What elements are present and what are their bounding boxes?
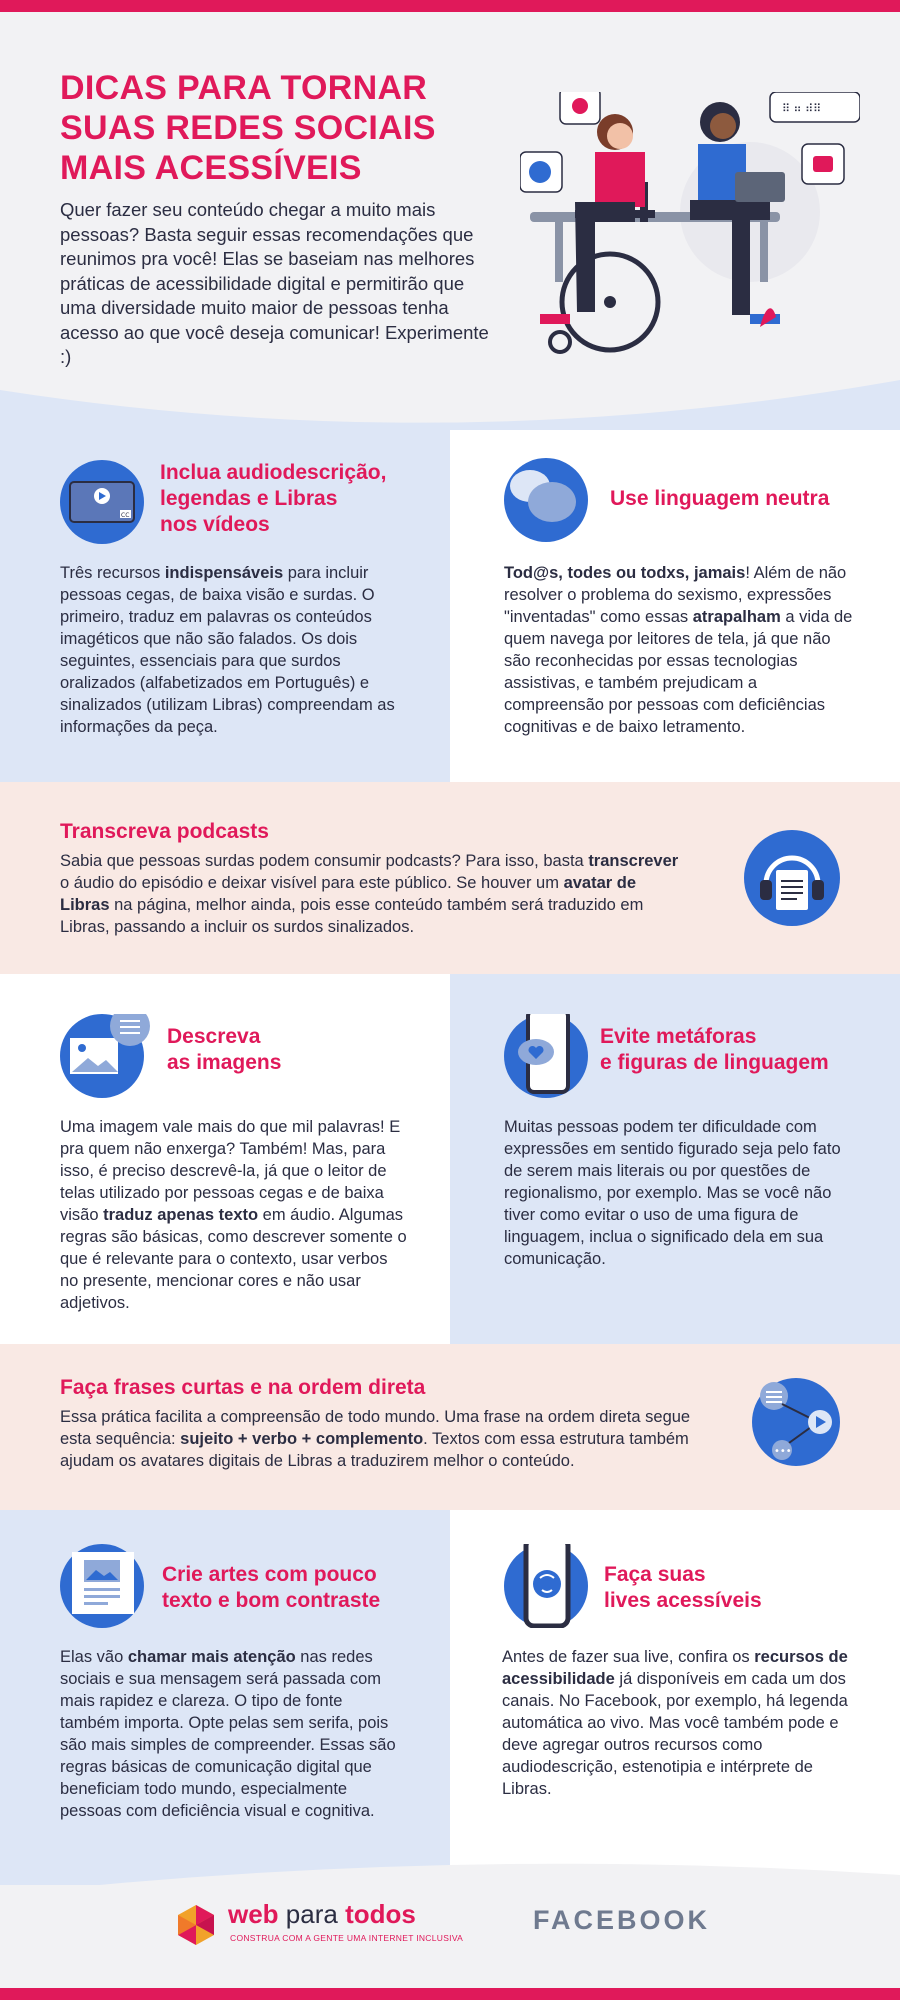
tip-audio-section — [0, 430, 450, 782]
logo-tagline: CONSTRUA COM A GENTE UMA INTERNET INCLUSIVA — [230, 1933, 464, 1943]
text: para incluir pessoas cegas, de baixa visão e surdas. O primeiro, traduz em palavras os conteúdos imagéticos que não são falados. Os dois seguintes, essenciais para que surdos oralizados (alfabetizados em Português) e sinalizados (utilizam Libras) compreendam as informações da peça. — [60, 564, 395, 736]
text-bold: traduz apenas texto — [103, 1206, 259, 1224]
svg-text:CC: CC — [121, 512, 130, 519]
tip-art-section — [0, 1510, 450, 1885]
logo-word: para — [278, 1899, 346, 1929]
top-accent-bar — [0, 0, 900, 12]
phone-heart-icon — [504, 1014, 588, 1098]
text: Uma imagem vale mais do que mil palavras! E pra quem não enxerga? Também! Mas, para isso, é preciso descrevê-la, já que o leitor de telas utilizado por pessoas cegas e de baixa visão — [60, 1118, 401, 1224]
tip-title-line: Crie artes com pouco — [162, 1563, 377, 1586]
bottom-accent-bar — [0, 1988, 900, 2000]
tip-title-line: Descreva — [167, 1025, 261, 1048]
text: o áudio do episódio e deixar visível para este público. Se houver um — [60, 874, 564, 892]
tip-short-section — [0, 1344, 900, 1510]
tip-title: Transcreva podcasts — [60, 820, 269, 843]
tip-neutral-section — [450, 430, 900, 782]
text-bold: atrapalham — [692, 608, 781, 626]
tip-title — [604, 1562, 762, 1614]
text-bold: recursos de acessibilidade — [502, 1648, 848, 1688]
tip-metaphor-section — [450, 974, 900, 1344]
text: ! Além de não resolver o problema do sexismo, expressões "inventadas" como essas — [504, 564, 847, 626]
text-bold: Tod@s, todes ou todxs, jamais — [504, 564, 746, 582]
text: Três recursos — [60, 564, 165, 582]
web-para-todos-logo[interactable] — [228, 1899, 416, 1930]
text: . Textos com essa estrutura também ajudam os avatares digitais de Libras a traduzirem melhor o conteúdo. — [60, 1430, 689, 1470]
podcast-headphones-icon — [744, 830, 840, 926]
tip-body — [502, 1646, 848, 1800]
video-icon — [60, 460, 144, 544]
title-line: SUAS REDES SOCIAIS — [60, 109, 436, 147]
tip-body: Muitas pessoas podem ter dificuldade com expressões em sentido figurado seja pelo fato de serem mais literais ou por questões de regionalismo, por exemplo. Mas se você não tiver como evitar o uso de uma figura de linguagem, inclua o significado dela em sua comunicação. — [504, 1118, 841, 1268]
tip-lives-section — [450, 1510, 900, 1885]
text: Antes de fazer sua live, confira os — [502, 1648, 755, 1666]
title-line: DICAS PARA TORNAR — [60, 69, 428, 107]
tip-body — [60, 562, 400, 738]
tip-title-line: Faça suas — [604, 1563, 706, 1586]
tip-title — [600, 1024, 829, 1076]
tip-title-line: as imagens — [167, 1051, 282, 1074]
text: na página, melhor ainda, pois esse conteúdo também será traduzido em Libras, passando a incluir os surdos sinalizados. — [60, 896, 644, 936]
text: a vida de quem navega por leitores de tela, já que não são reconhecidas por essas tecnologias assistivas, e também prejudicam a compreensão por pessoas com deficiências cognitivas e de baixo letramento. — [504, 608, 853, 736]
intro-text: Quer fazer seu conteúdo chegar a muito mais pessoas? Basta seguir essas recomendações que reunimos pra você! Elas se baseiam nas melhores práticas de acessibilidade digital e permitirão que uma diversidade muito maior de pessoas tenha acesso ao que você deseja comunicar! Experimente :) — [60, 199, 489, 367]
tip-title-line: Inclua audiodescrição, — [160, 461, 387, 484]
people-illustration — [520, 92, 860, 362]
tip-body — [60, 1116, 410, 1314]
text-bold: chamar mais atenção — [127, 1648, 296, 1666]
tip-title — [167, 1024, 281, 1076]
tip-title-line: texto e bom contraste — [162, 1589, 381, 1612]
text-bold: avatar de Libras — [60, 874, 637, 914]
svg-text:⠿ ⠶ ⠾⠿: ⠿ ⠶ ⠾⠿ — [782, 102, 822, 115]
tip-body — [504, 562, 854, 738]
tip-title-line: Evite metáforas — [600, 1025, 757, 1048]
tip-podcast-section — [0, 782, 900, 974]
tip-title-line: nos vídeos — [160, 513, 270, 536]
web-para-todos-logo-icon — [174, 1903, 218, 1947]
tip-title-line: e figuras de linguagem — [600, 1051, 829, 1074]
tip-body — [60, 850, 690, 938]
page-title — [60, 68, 480, 188]
tip-title-line: lives acessíveis — [604, 1589, 762, 1612]
text: nas redes sociais e sua mensagem será passada com mais rapidez e clareza. O tipo de fonte também importa. Opte pelas sem serifa, pois são mais simples de compreender. Essas são regras básicas de comunicação digital que beneficiam todo mundo, especialmente pessoas com deficiência visual e cognitiva. — [60, 1648, 396, 1820]
tip-body — [60, 1646, 406, 1822]
tip-title: Use linguagem neutra — [610, 487, 830, 510]
phone-libras-icon — [504, 1544, 588, 1628]
tip-title — [160, 460, 386, 538]
tip-body — [60, 1406, 700, 1472]
tip-describe-section — [0, 974, 450, 1344]
tip-title — [162, 1562, 380, 1614]
text: já disponíveis em cada um dos canais. No Facebook, por exemplo, há legenda automática ao vivo. Mas você também pode e deve agregar outros recursos como audiodescrição, estenotipia e intérprete de Libras. — [502, 1670, 848, 1798]
logo-word: todos — [345, 1899, 416, 1929]
text: Essa prática facilita a compreensão de todo mundo. Uma frase na ordem direta segue esta sequência: — [60, 1408, 691, 1448]
tip-title-line: legendas e Libras — [160, 487, 338, 510]
text-bold: indispensáveis — [164, 564, 284, 582]
text-bold: sujeito + verbo + complemento — [180, 1430, 424, 1448]
text-bold: transcrever — [588, 852, 679, 870]
svg-text:•••: ••• — [774, 1446, 792, 1457]
speech-bubbles-icon — [504, 458, 588, 542]
tip-title: Faça frases curtas e na ordem direta — [60, 1376, 426, 1399]
title-line-bold: MAIS ACESSÍVEIS — [60, 149, 362, 187]
header — [0, 12, 900, 432]
text: Sabia que pessoas surdas podem consumir podcasts? Para isso, basta — [60, 852, 589, 870]
footer — [0, 1885, 900, 1988]
text: Elas vão — [60, 1648, 128, 1666]
text: em áudio. Algumas regras são básicas, como descrever somente o que é relevante para o contexto, usar verbos no presente, mencionar cores e não usar adjetivos. — [60, 1206, 407, 1312]
picture-card-icon — [60, 1544, 144, 1628]
facebook-logo[interactable]: FACEBOOK — [533, 1905, 711, 1935]
image-icon — [60, 1014, 144, 1098]
logo-word: web — [228, 1899, 279, 1929]
flow-icon — [752, 1378, 840, 1466]
